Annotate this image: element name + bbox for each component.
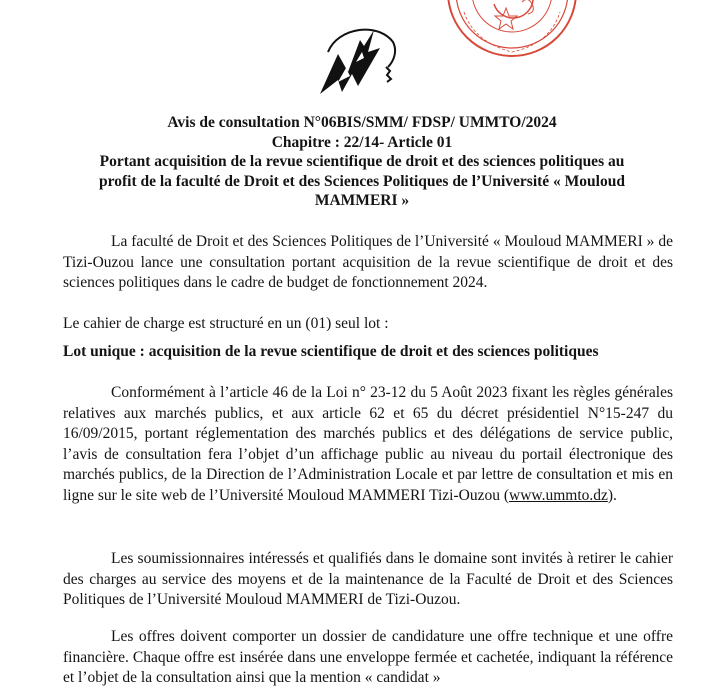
subject-line-2: profit de la faculté de Droit et des Sciences Politiques de l’Université « Mouloud bbox=[99, 172, 625, 190]
official-stamp-icon bbox=[444, 0, 580, 60]
structure-paragraph: Le cahier de charge est structuré en un (01) seul lot : bbox=[63, 315, 389, 332]
legal-text: Conformément à l’article 46 de la Loi n° 23-12 du 5 Août 2023 fixant les règles générales relatives aux marchés publics, et aux article 62 et 65 du décret présidentiel N°15-247 du 16/09/2015, portant réglementation des marchés publics et des délégations de service public, l’avis de consultation fera l’objet d’un affichage public au niveau du portail électronique des marchés publics, de la Direction de l’Administration Locale et par lettre de consultation et mis en ligne sur le site web de l’Université Mouloud MAMMERI Tizi-Ouzou ( bbox=[63, 384, 673, 504]
legal-text-end: ). bbox=[607, 486, 617, 504]
legal-paragraph bbox=[63, 383, 673, 506]
bidders-paragraph: Les soumissionnaires intéressés et qualifiés dans le domaine sont invités à retirer le cahier des charges au service des moyens et de la maintenance de la Faculté de Droit et des Sciences Politiques de l’Université Mouloud MAMMERI de Tizi-Ouzou. bbox=[63, 550, 673, 608]
subject-line-1: Portant acquisition de la revue scientifique de droit et des sciences politiques au bbox=[99, 153, 625, 170]
consultation-title: Avis de consultation N°06BIS/SMM/ FDSP/ UMMTO/2024 bbox=[167, 114, 557, 131]
lot-heading: Lot unique : acquisition de la revue scientifique de droit et des sciences politiques bbox=[63, 343, 599, 360]
subject-line-3: MAMMERI » bbox=[314, 192, 410, 209]
website-link[interactable]: www.ummto.dz bbox=[509, 486, 608, 504]
offers-paragraph: Les offres doivent comporter un dossier de candidature une offre technique et une offre financière. Chaque offre est insérée dans une enveloppe fermée et cachetée, indiquant la référence et l’objet de la consultation ainsi que la mention « candidat » bbox=[63, 628, 673, 686]
intro-paragraph: La faculté de Droit et des Sciences Politiques de l’Université « Mouloud MAMMERI » de Tizi-Ouzou lance une consultation portant acquisition de la revue scientifique de droit et des sciences politiques dans le cadre de budget de fonctionnement 2024. bbox=[63, 233, 673, 291]
university-logo-icon bbox=[308, 22, 408, 98]
document-header bbox=[40, 113, 684, 211]
chapter-line: Chapitre : 22/14- Article 01 bbox=[271, 133, 453, 151]
